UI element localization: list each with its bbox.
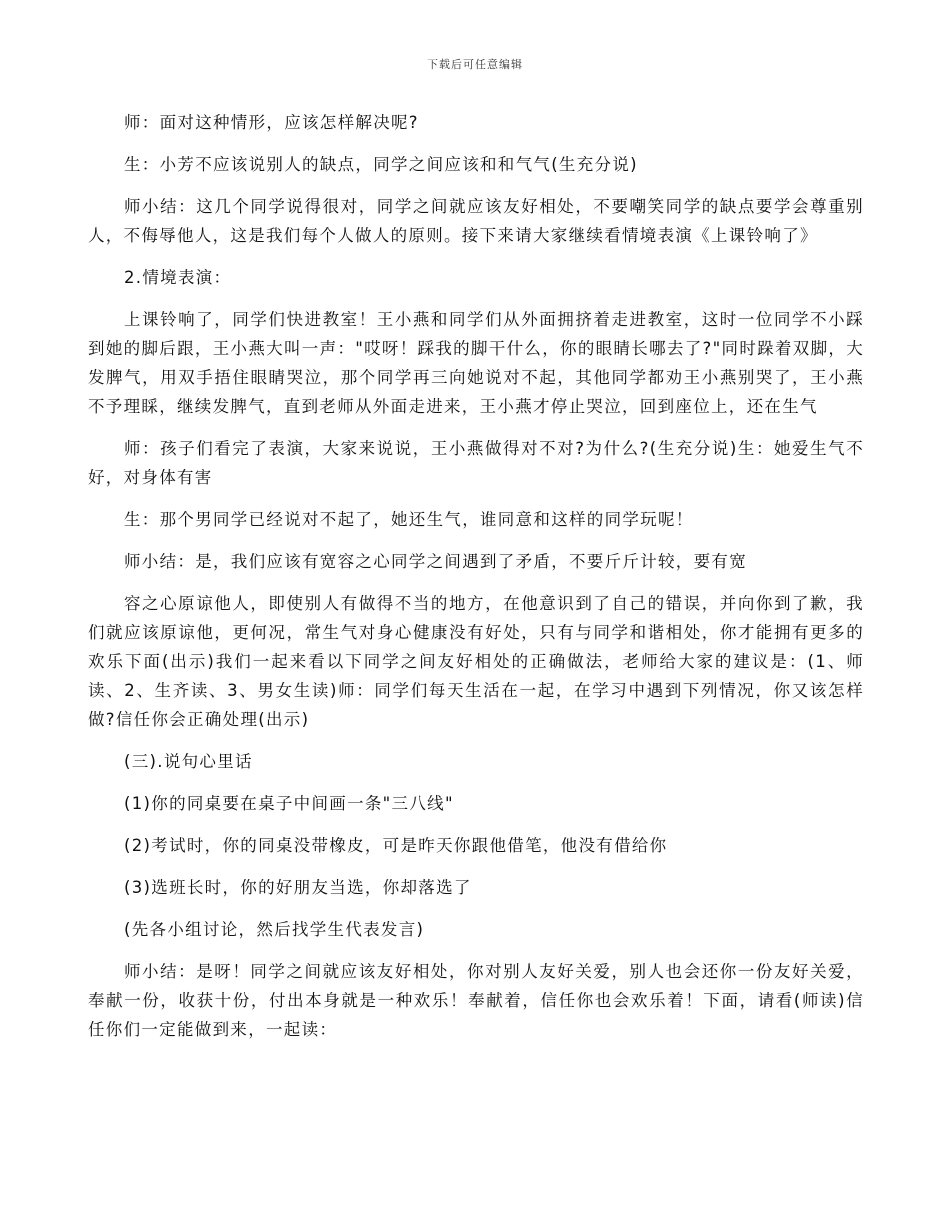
paragraph-tolerance-continued: 容之心原谅他人，即使别人有做得不当的地方，在他意识到了自己的错误，并向你到了歉，我们就应该原谅他，更何况，常生气对身心健康没有好处，只有与同学和谐相处，你才能拥有更多的欢乐下面(出示)我们一起来看以下同学之间友好相处的正确做法，老师给大家的建议是：(1、师读、2、生齐读、3、男女生读)师：同学们每天生活在一起，在学习中遇到下列情况，你又该怎样做?信任你会正确处理(出示): [88, 594, 864, 729]
paragraph-teacher-summary-tolerance: 师小结：是，我们应该有宽容之心同学之间遇到了矛盾，不要斤斤计较，要有宽: [124, 552, 747, 571]
paragraph-scenario-story: 上课铃响了，同学们快进教室！王小燕和同学们从外面拥挤着走进教室，这时一位同学不小踩到她的脚后跟，王小燕大叫一声："哎呀！踩我的脚干什么，你的眼睛长哪去了?"同时跺着双脚，大发脾气，用双手捂住眼睛哭泣，那个同学再三向她说对不起，其他同学都劝王小燕别哭了，王小燕不予理睬，继续发脾气，直到老师从外面走进来，王小燕才停止哭泣，回到座位上，还在生气: [88, 310, 864, 416]
list-item-situation-3: (3)选班长时，你的好朋友当选，你却落选了: [124, 878, 472, 897]
list-item-situation-1: (1)你的同桌要在桌子中间画一条"三八线": [124, 794, 454, 813]
paragraph-teacher-question: 师：面对这种情形，应该怎样解决呢?: [124, 113, 419, 132]
section-heading-heart-words: (三).说句心里话: [124, 752, 253, 771]
document-body: [88, 108, 864, 1057]
list-item-situation-2: (2)考试时，你的同桌没带橡皮，可是昨天你跟他借笔，他没有借给你: [124, 836, 668, 855]
paragraph-student-answer: 生：小芳不应该说别人的缺点，同学之间应该和和气气(生充分说): [124, 155, 638, 174]
paragraph-group-discussion-note: (先各小组讨论，然后找学生代表发言): [124, 920, 425, 939]
page-header: 下载后可任意编辑: [427, 58, 523, 71]
paragraph-teacher-summary: 师小结：这几个同学说得很对，同学之间就应该友好相处，不要嘲笑同学的缺点要学会尊重别人，不侮辱他人，这是我们每个人做人的原则。接下来请大家继续看情境表演《上课铃响了》: [88, 197, 864, 245]
paragraph-teacher-discussion: 师：孩子们看完了表演，大家来说说，王小燕做得对不对?为什么?(生充分说)生：她爱生气不好，对身体有害: [88, 439, 864, 487]
paragraph-student-response: 生：那个男同学已经说对不起了，她还生气，谁同意和这样的同学玩呢！: [124, 510, 694, 529]
paragraph-final-summary: 师小结：是呀！同学之间就应该友好相处，你对别人友好关爱，别人也会还你一份友好关爱，奉献一份，收获十份，付出本身就是一种欢乐！奉献着，信任你也会欢乐着！下面，请看(师读)信任你们一定能做到来，一起读：: [88, 962, 864, 1039]
section-heading-scenario: 2.情境表演：: [124, 268, 232, 287]
